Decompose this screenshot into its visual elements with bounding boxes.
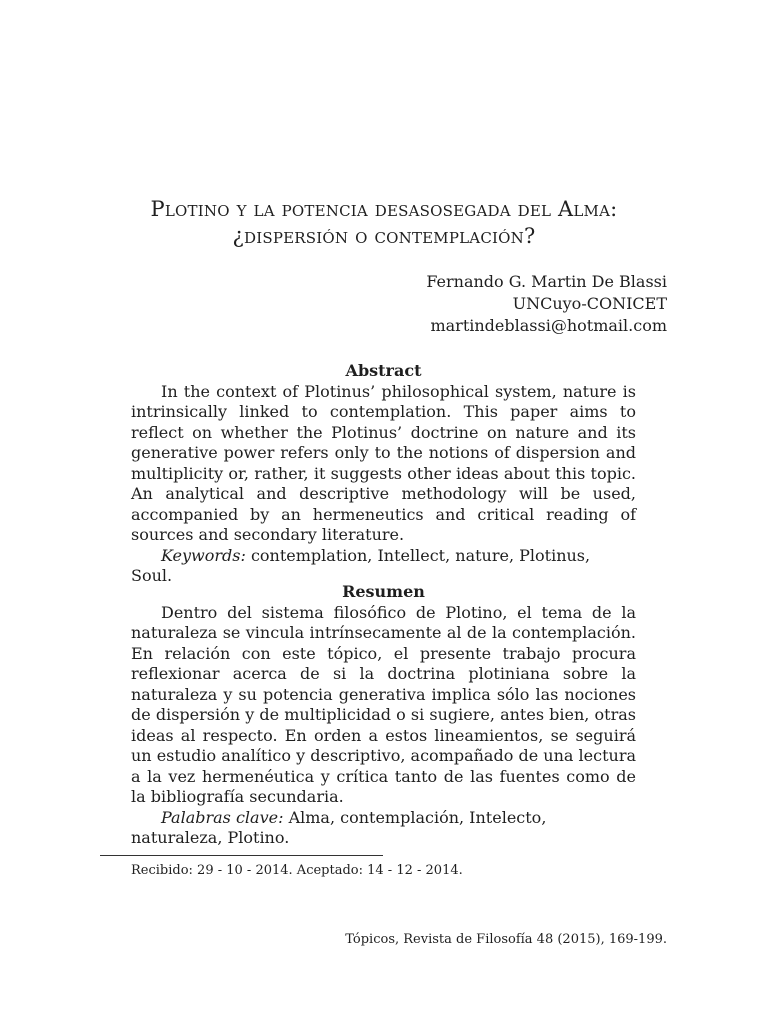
keywords-list: contemplation, Intellect, nature, Plotinus, Soul. xyxy=(131,545,591,585)
resumen-keywords xyxy=(131,808,636,849)
palabras-clave-label: Palabras clave: xyxy=(161,807,284,827)
footnote-rule xyxy=(100,855,383,856)
footnote-dates: Recibido: 29 - 10 - 2014. Aceptado: 14 - 12 - 2014. xyxy=(131,863,463,878)
author-affiliation: UNCuyo-CONICET xyxy=(512,294,667,313)
keywords-label: Keywords: xyxy=(161,545,246,565)
resumen-text: Dentro del sistema filosófico de Plotino, el tema de la naturaleza se vincula intrínsecamente al de la contemplación. En relación con este tópico, el presente trabajo procura reflexionar acerca de si la doctrina plotiniana sobre la naturaleza y su potencia generativa implica sólo las nociones de dispersión y de multiplicidad o si sugiere, antes bien, otras ideas al respecto. En orden a estos lineamientos, se seguirá un estudio analítico y descriptivo, acompañado de una lectura a la vez hermenéutica y crítica tanto de las fuentes como de la bibliografía secundaria. xyxy=(131,602,636,806)
journal-citation: Tópicos, Revista de Filosofía 48 (2015), 169-199. xyxy=(345,932,667,947)
paper-title xyxy=(100,196,668,250)
resumen-heading: Resumen xyxy=(342,582,425,601)
abstract-text: In the context of Plotinus’ philosophical system, nature is intrinsically linked to contemplation. This paper aims to reflect on whether the Plotinus’ doctrine on nature and its generative power refers only to the notions of dispersion and multiplicity or, rather, it suggests other ideas about this topic. An analytical and descriptive methodology will be used, accompanied by an hermeneutics and critical reading of sources and secondary literature. xyxy=(131,381,636,544)
author-email: martindeblassi@hotmail.com xyxy=(430,316,667,335)
resumen-section xyxy=(131,582,636,849)
abstract-heading: Abstract xyxy=(345,361,422,380)
author-name: Fernando G. Martin De Blassi xyxy=(426,272,667,291)
title-line-1: Plotino y la potencia desasosegada del Alma: xyxy=(150,197,618,221)
abstract-section xyxy=(131,361,636,587)
title-line-2: ¿dispersión o contemplación? xyxy=(232,224,536,248)
author-block xyxy=(426,271,667,337)
abstract-keywords xyxy=(131,546,636,587)
palabras-clave-list: Alma, contemplación, Intelecto, naturaleza, Plotino. xyxy=(131,807,547,847)
